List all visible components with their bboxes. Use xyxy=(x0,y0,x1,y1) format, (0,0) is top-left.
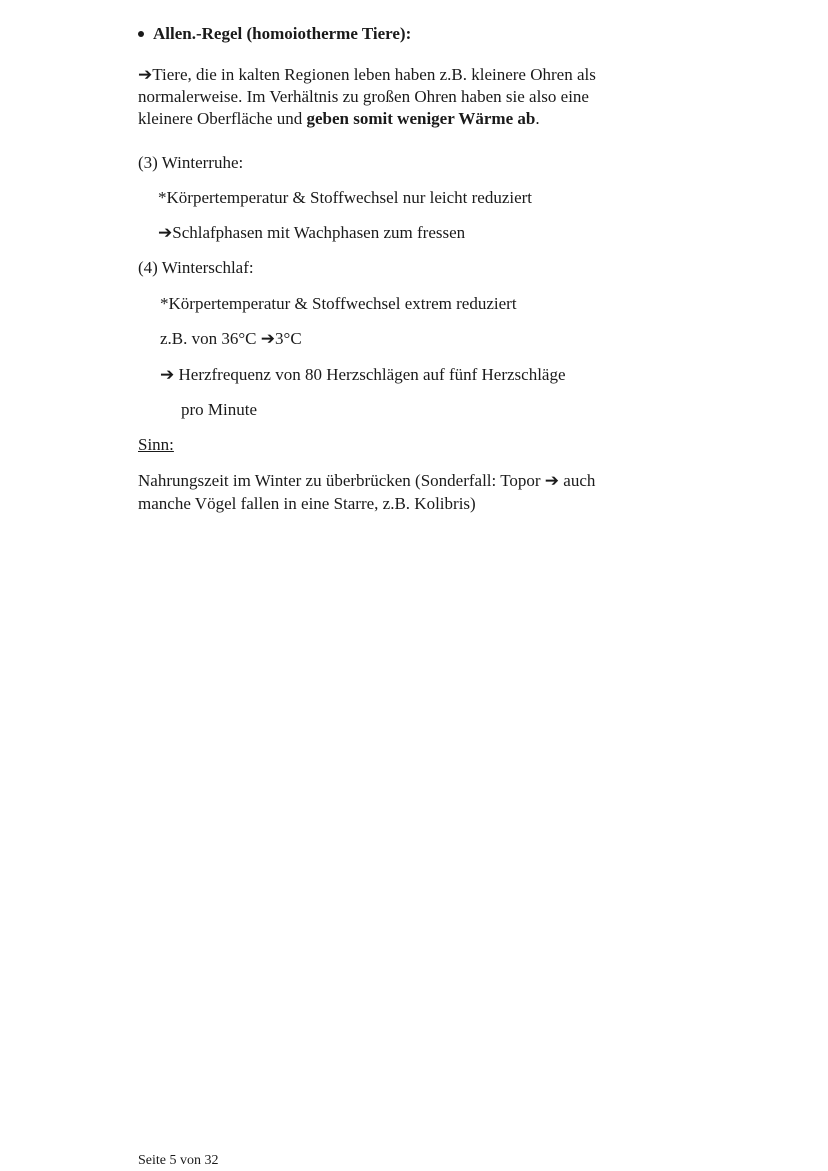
winterschlaf-heading: (4) Winterschlaf: xyxy=(138,258,254,277)
allen-rule-text-bold: geben somit weniger Wärme ab xyxy=(306,109,536,128)
allen-rule-text-line-3 xyxy=(138,108,540,130)
allen-rule-heading-text: Allen.-Regel (homoiotherme Tiere): xyxy=(153,24,412,43)
winterschlaf-point-1: *Körpertemperatur & Stoffwechsel extrem reduziert xyxy=(160,294,517,313)
allen-rule-text-line-2: normalerweise. Im Verhältnis zu großen Ohren haben sie also eine xyxy=(138,87,589,106)
bullet-icon xyxy=(138,31,144,37)
winterschlaf-point-2: z.B. von 36°C ➔3°C xyxy=(160,329,302,348)
page-number-footer: Seite 5 von 32 xyxy=(138,1153,219,1168)
sinn-text-line-1: Nahrungszeit im Winter zu überbrücken (Sonderfall: Topor ➔ auch xyxy=(138,471,596,490)
allen-rule-text-end: . xyxy=(535,109,540,128)
allen-rule-heading xyxy=(138,23,411,45)
winterschlaf-point-3-continued: pro Minute xyxy=(181,400,258,419)
winterruhe-point-1: *Körpertemperatur & Stoffwechsel nur leicht reduziert xyxy=(158,188,533,207)
allen-rule-text-line-1: ➔Tiere, die in kalten Regionen leben haben z.B. kleinere Ohren als xyxy=(138,65,596,84)
allen-rule-text-plain: kleinere Oberfläche und xyxy=(138,109,307,128)
sinn-heading: Sinn: xyxy=(138,435,174,454)
sinn-text-line-2: manche Vögel fallen in eine Starre, z.B. Kolibris) xyxy=(138,494,476,513)
winterruhe-point-2: ➔Schlafphasen mit Wachphasen zum fressen xyxy=(158,223,466,242)
winterruhe-heading: (3) Winterruhe: xyxy=(138,153,244,172)
winterschlaf-point-3: ➔ Herzfrequenz von 80 Herzschlägen auf fünf Herzschläge xyxy=(160,365,566,384)
